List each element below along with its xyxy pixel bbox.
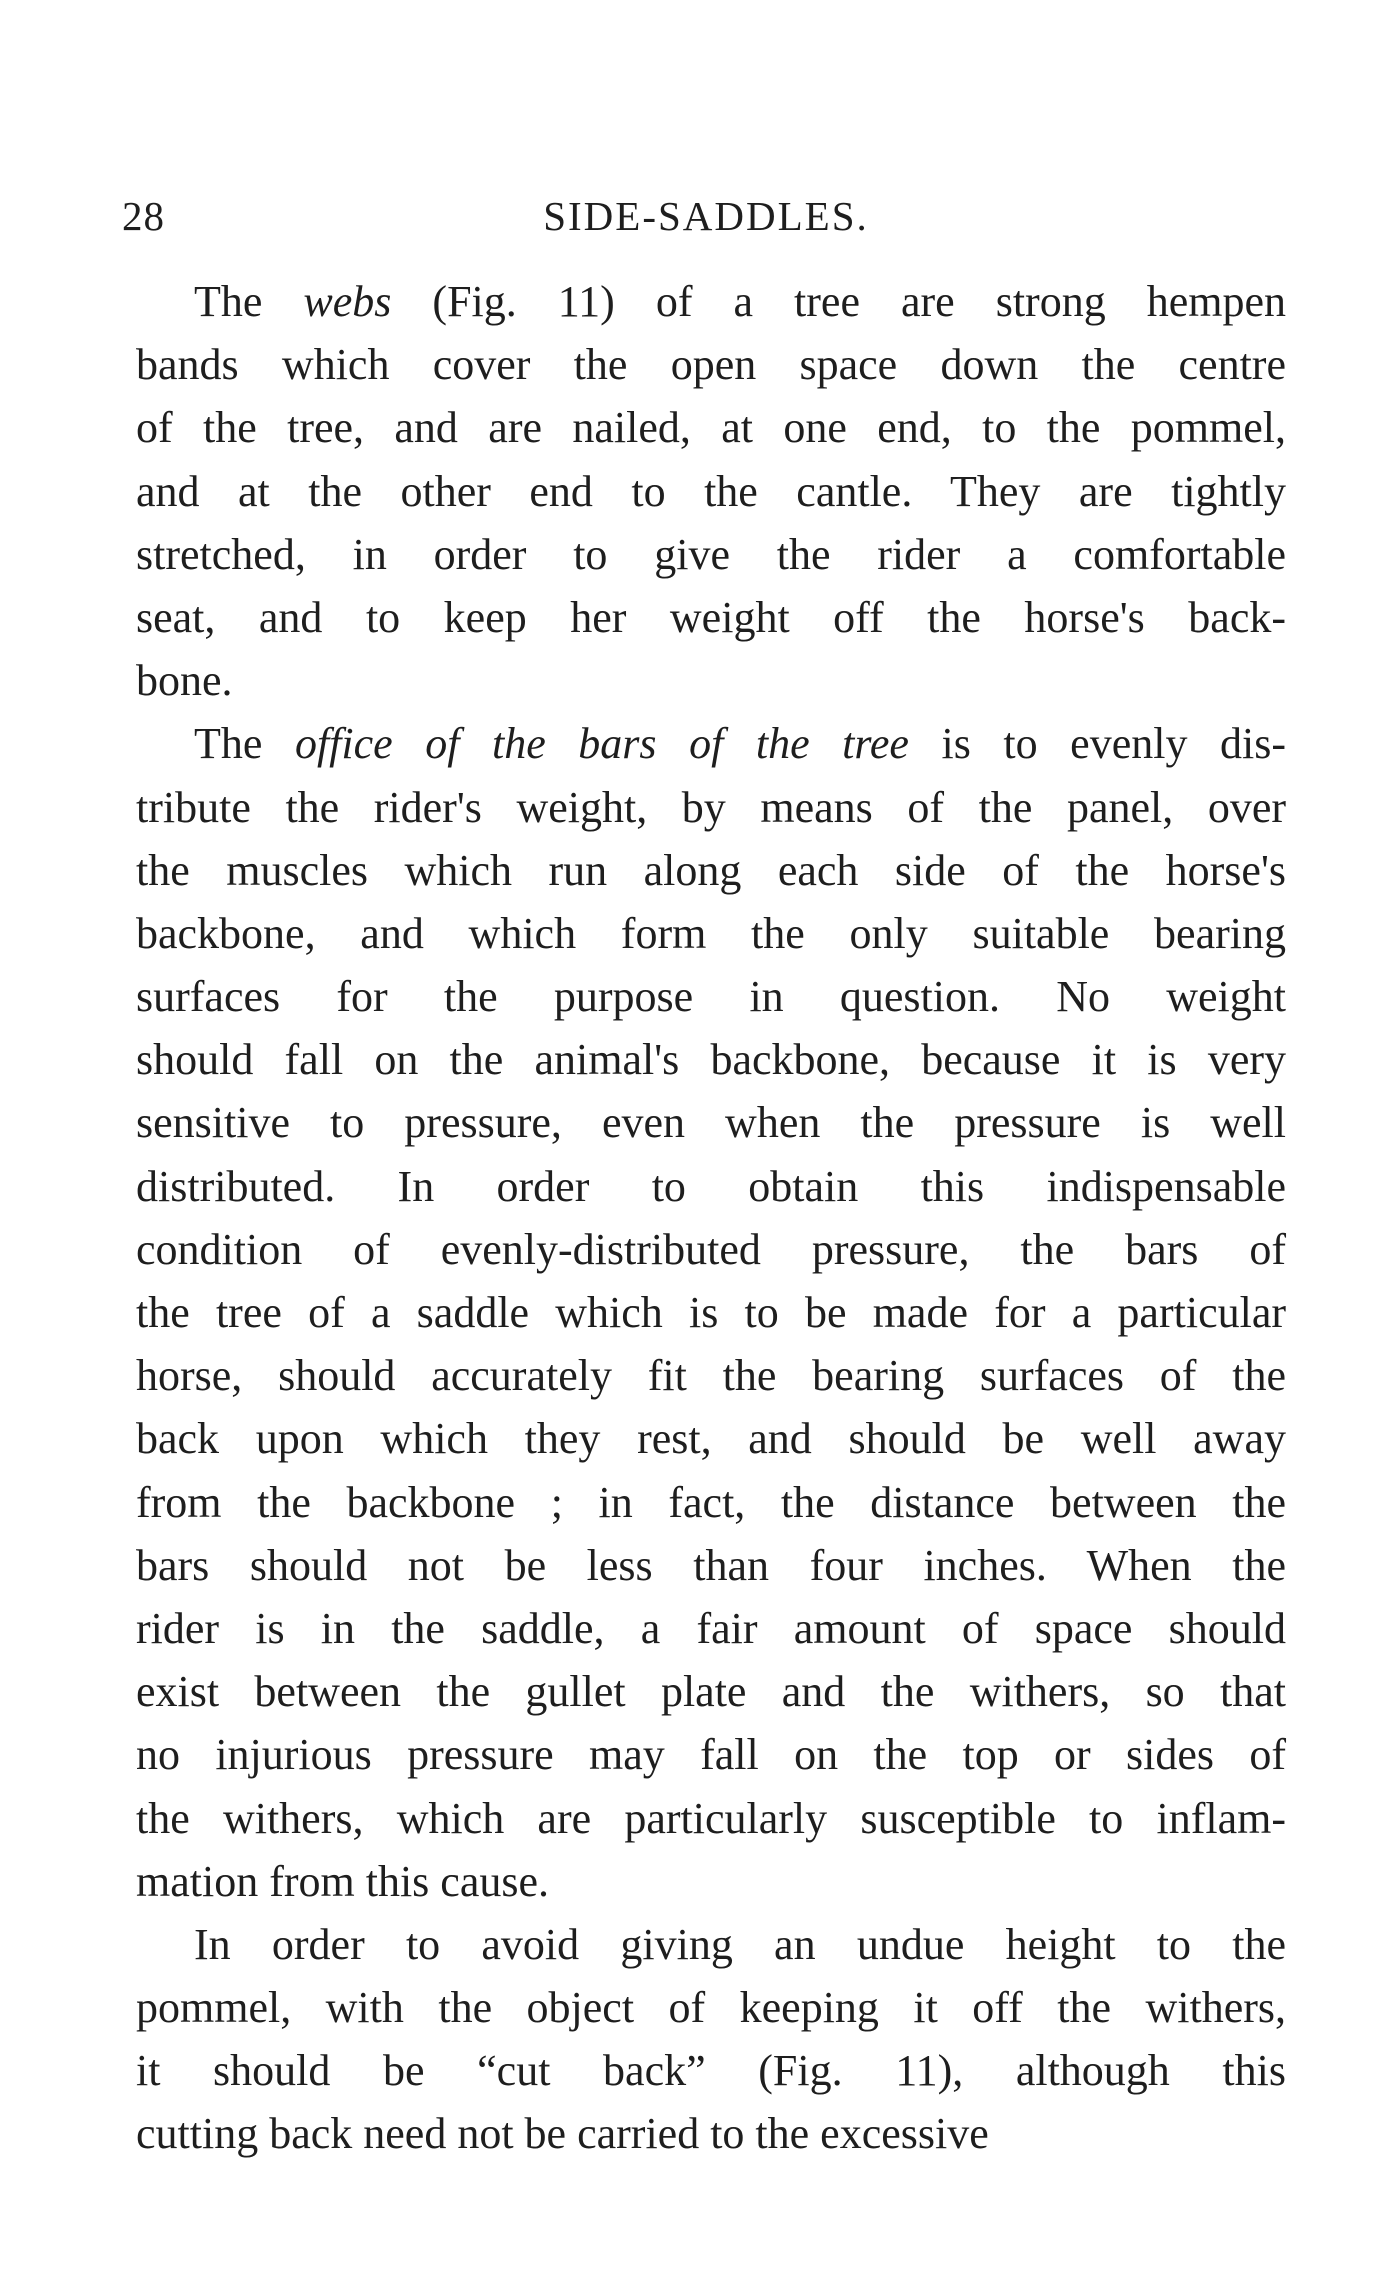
text-line: bone.	[136, 656, 233, 706]
text-line: pommel, with the object of keeping it off the withers,	[136, 1983, 1286, 2033]
text-line: sensitive to pressure, even when the pressure is well	[136, 1098, 1286, 1148]
text-line: cutting back need not be carried to the excessive	[136, 2109, 989, 2159]
text-line: mation from this cause.	[136, 1856, 550, 1906]
text-line: surfaces for the purpose in question. No weight	[136, 972, 1286, 1022]
text-line: rider is in the saddle, a fair amount of space should	[136, 1603, 1286, 1653]
paragraph	[136, 1913, 1286, 2166]
text-line: of the tree, and are nailed, at one end, to the pommel,	[136, 403, 1286, 453]
text-line: from the backbone ; in fact, the distance between the	[136, 1477, 1286, 1527]
text-line: back upon which they rest, and should be well away	[136, 1414, 1286, 1464]
text-line: tribute the rider's weight, by means of the panel, over	[136, 782, 1286, 832]
text-line: backbone, and which form the only suitable bearing	[136, 908, 1286, 958]
text-line: seat, and to keep her weight off the horse's back-	[136, 592, 1286, 642]
text-line: no injurious pressure may fall on the top or sides of	[136, 1730, 1286, 1780]
running-title: SIDE-SADDLES.	[543, 193, 869, 239]
text-line: stretched, in order to give the rider a comfortable	[136, 529, 1286, 579]
text-line: In order to avoid giving an undue height to the	[194, 1919, 1286, 1969]
page-number: 28	[122, 193, 165, 239]
italic-term: webs	[303, 277, 392, 326]
text-line: the withers, which are particularly susceptible to inflam-	[136, 1793, 1286, 1843]
text-line: distributed. In order to obtain this indispensable	[136, 1161, 1286, 1211]
text-line: should fall on the animal's backbone, because it is very	[136, 1035, 1286, 1085]
text-line: condition of evenly-distributed pressure, the bars of	[136, 1224, 1286, 1274]
italic-term: office of the bars of the tree	[294, 719, 909, 769]
text-line: the tree of a saddle which is to be made for a particular	[136, 1288, 1286, 1337]
text-line: it should be “cut back” (Fig. 11), although this	[136, 2046, 1286, 2096]
text-line: bars should not be less than four inches. When the	[136, 1540, 1286, 1590]
text-line: horse, should accurately fit the bearing surfaces of the	[136, 1351, 1286, 1401]
text-line: The office of the bars of the tree is to evenly dis-	[194, 719, 1286, 769]
text-line: bands which cover the open space down the centre	[136, 340, 1286, 390]
text-line: and at the other end to the cantle. They are tightly	[136, 466, 1286, 516]
body-text	[136, 270, 1286, 2166]
text-line: The webs (Fig. 11) of a tree are strong hempen	[194, 277, 1286, 326]
text-line: the muscles which run along each side of the horse's	[136, 845, 1286, 895]
paragraph	[136, 270, 1286, 712]
running-head	[122, 186, 1290, 246]
text-line: exist between the gullet plate and the withers, so that	[136, 1667, 1286, 1717]
paragraph	[136, 712, 1286, 1913]
